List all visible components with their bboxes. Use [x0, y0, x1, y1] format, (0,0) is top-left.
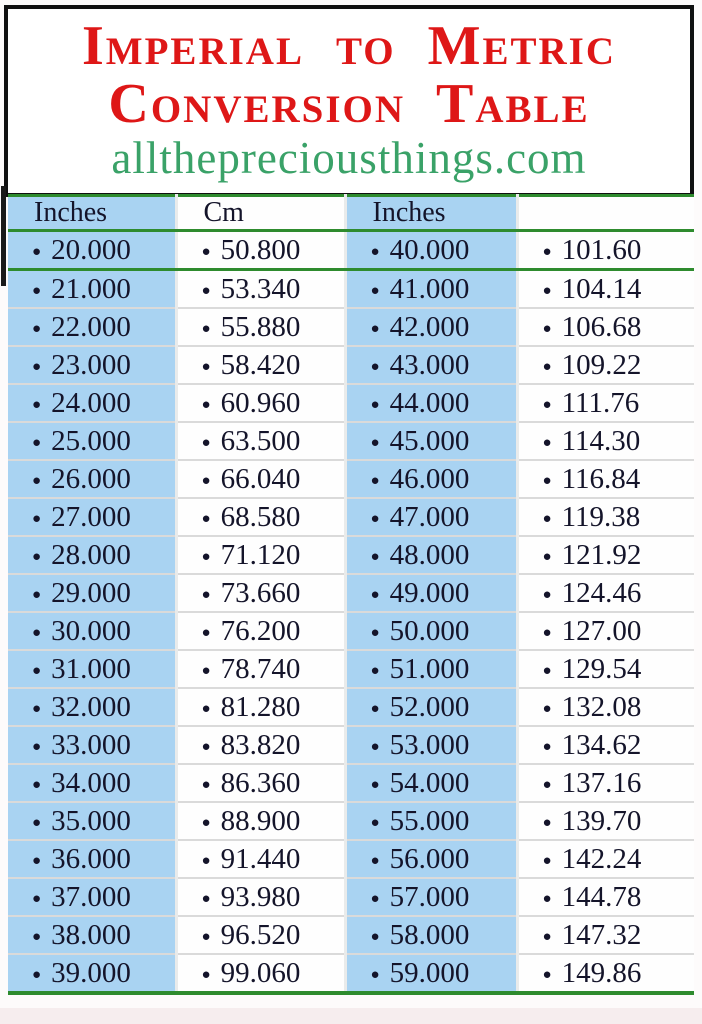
bullet-icon: ● — [201, 510, 211, 527]
column-header-cm-1: Cm — [176, 196, 345, 231]
bullet-icon: ● — [370, 776, 380, 793]
bullet-icon: ● — [542, 738, 552, 755]
table-cell: ● 32.000 — [8, 688, 176, 726]
table-cell: ● 60.960 — [176, 384, 345, 422]
table-cell: ● 50.000 — [345, 612, 517, 650]
table-cell: ● 57.000 — [345, 878, 517, 916]
bullet-icon: ● — [542, 358, 552, 375]
bullet-icon: ● — [370, 928, 380, 945]
table-cell: ● 36.000 — [8, 840, 176, 878]
bullet-icon: ● — [201, 928, 211, 945]
bullet-icon: ● — [201, 738, 211, 755]
table-row — [8, 650, 694, 688]
bullet-icon: ● — [542, 890, 552, 907]
bullet-icon: ● — [542, 510, 552, 527]
table-cell: ● 37.000 — [8, 878, 176, 916]
page-title-line1: Imperial to Metric — [82, 15, 616, 77]
table-cell: ● 91.440 — [176, 840, 345, 878]
table-row — [8, 422, 694, 460]
table-row — [8, 688, 694, 726]
bullet-icon: ● — [542, 662, 552, 679]
bullet-icon: ● — [542, 396, 552, 413]
bullet-icon: ● — [32, 662, 42, 679]
table-cell: ● 132.08 — [517, 688, 694, 726]
bullet-icon: ● — [32, 738, 42, 755]
bullet-icon: ● — [542, 700, 552, 717]
bullet-icon: ● — [370, 814, 380, 831]
page-title-line2: Conversion Table — [108, 73, 590, 135]
bullet-icon: ● — [542, 776, 552, 793]
table-cell: ● 31.000 — [8, 650, 176, 688]
table-cell: ● 106.68 — [517, 308, 694, 346]
column-header-cm-2 — [517, 196, 694, 231]
table-row — [8, 954, 694, 993]
table-cell: ● 81.280 — [176, 688, 345, 726]
bullet-icon: ● — [201, 548, 211, 565]
table-cell: ● 39.000 — [8, 954, 176, 993]
table-cell: ● 29.000 — [8, 574, 176, 612]
table-cell: ● 21.000 — [8, 270, 176, 309]
bullet-icon: ● — [370, 548, 380, 565]
table-row — [8, 840, 694, 878]
bullet-icon: ● — [201, 586, 211, 603]
table-row — [8, 460, 694, 498]
bullet-icon: ● — [32, 548, 42, 565]
table-cell: ● 127.00 — [517, 612, 694, 650]
table-cell: ● 46.000 — [345, 460, 517, 498]
bullet-icon: ● — [370, 472, 380, 489]
table-cell: ● 38.000 — [8, 916, 176, 954]
bullet-icon: ● — [32, 472, 42, 489]
table-row — [8, 346, 694, 384]
table-row — [8, 878, 694, 916]
table-cell: ● 52.000 — [345, 688, 517, 726]
table-cell: ● 101.60 — [517, 231, 694, 270]
table-cell: ● 93.980 — [176, 878, 345, 916]
table-row — [8, 802, 694, 840]
bullet-icon: ● — [201, 358, 211, 375]
table-cell: ● 139.70 — [517, 802, 694, 840]
bullet-icon: ● — [32, 624, 42, 641]
website-text: allthepreciousthings.com — [111, 133, 587, 183]
bullet-icon: ● — [201, 700, 211, 717]
bullet-icon: ● — [370, 320, 380, 337]
bullet-icon: ● — [201, 320, 211, 337]
bullet-icon: ● — [32, 814, 42, 831]
bullet-icon: ● — [370, 890, 380, 907]
table-cell: ● 54.000 — [345, 764, 517, 802]
bullet-icon: ● — [32, 928, 42, 945]
bullet-icon: ● — [201, 966, 211, 983]
table-cell: ● 78.740 — [176, 650, 345, 688]
bullet-icon: ● — [370, 738, 380, 755]
bullet-icon: ● — [370, 852, 380, 869]
table-cell: ● 114.30 — [517, 422, 694, 460]
conversion-table — [8, 194, 694, 995]
table-cell: ● 53.000 — [345, 726, 517, 764]
table-cell: ● 137.16 — [517, 764, 694, 802]
table-row — [8, 384, 694, 422]
table-cell: ● 111.76 — [517, 384, 694, 422]
table-cell: ● 45.000 — [345, 422, 517, 460]
table-row — [8, 916, 694, 954]
table-cell: ● 96.520 — [176, 916, 345, 954]
bullet-icon: ● — [542, 928, 552, 945]
table-cell: ● 56.000 — [345, 840, 517, 878]
bullet-icon: ● — [542, 814, 552, 831]
bullet-icon: ● — [201, 282, 211, 299]
table-header-row — [8, 196, 694, 231]
bullet-icon: ● — [201, 472, 211, 489]
bullet-icon: ● — [370, 243, 380, 260]
bullet-icon: ● — [201, 243, 211, 260]
column-header-inches-1: Inches — [8, 196, 176, 231]
table-row — [8, 764, 694, 802]
table-cell: ● 63.500 — [176, 422, 345, 460]
table-cell: ● 26.000 — [8, 460, 176, 498]
table-cell: ● 144.78 — [517, 878, 694, 916]
bullet-icon: ● — [542, 966, 552, 983]
column-header-inches-2: Inches — [345, 196, 517, 231]
bullet-icon: ● — [370, 358, 380, 375]
bullet-icon: ● — [32, 434, 42, 451]
bullet-icon: ● — [370, 396, 380, 413]
bullet-icon: ● — [32, 776, 42, 793]
table-cell: ● 71.120 — [176, 536, 345, 574]
bullet-icon: ● — [201, 396, 211, 413]
table-cell: ● 41.000 — [345, 270, 517, 309]
table-cell: ● 58.000 — [345, 916, 517, 954]
table-cell: ● 86.360 — [176, 764, 345, 802]
table-row — [8, 574, 694, 612]
table-cell: ● 119.38 — [517, 498, 694, 536]
bullet-icon: ● — [32, 890, 42, 907]
table-cell: ● 44.000 — [345, 384, 517, 422]
table-cell: ● 30.000 — [8, 612, 176, 650]
bullet-icon: ● — [542, 624, 552, 641]
bullet-icon: ● — [542, 243, 552, 260]
table-cell: ● 55.000 — [345, 802, 517, 840]
bullet-icon: ● — [370, 510, 380, 527]
table-cell: ● 149.86 — [517, 954, 694, 993]
table-row — [8, 270, 694, 309]
table-cell: ● 121.92 — [517, 536, 694, 574]
table-cell: ● 88.900 — [176, 802, 345, 840]
bullet-icon: ● — [201, 814, 211, 831]
bullet-icon: ● — [370, 586, 380, 603]
bullet-icon: ● — [32, 396, 42, 413]
table-cell: ● 124.46 — [517, 574, 694, 612]
table-cell: ● 58.420 — [176, 346, 345, 384]
bullet-icon: ● — [201, 662, 211, 679]
bullet-icon: ● — [370, 434, 380, 451]
bullet-icon: ● — [32, 282, 42, 299]
table-cell: ● 147.32 — [517, 916, 694, 954]
table-cell: ● 35.000 — [8, 802, 176, 840]
bullet-icon: ● — [542, 472, 552, 489]
table-cell: ● 134.62 — [517, 726, 694, 764]
table-row — [8, 536, 694, 574]
bullet-icon: ● — [201, 890, 211, 907]
bullet-icon: ● — [542, 320, 552, 337]
table-cell: ● 50.800 — [176, 231, 345, 270]
table-cell: ● 83.820 — [176, 726, 345, 764]
table-cell: ● 28.000 — [8, 536, 176, 574]
bullet-icon: ● — [32, 510, 42, 527]
bullet-icon: ● — [370, 282, 380, 299]
table-cell: ● 48.000 — [345, 536, 517, 574]
bullet-icon: ● — [370, 966, 380, 983]
bullet-icon: ● — [32, 586, 42, 603]
table-cell: ● 53.340 — [176, 270, 345, 309]
table-row — [8, 498, 694, 536]
bullet-icon: ● — [201, 852, 211, 869]
title-card — [4, 5, 694, 197]
bullet-icon: ● — [542, 852, 552, 869]
table-cell: ● 20.000 — [8, 231, 176, 270]
bullet-icon: ● — [32, 852, 42, 869]
table-cell: ● 34.000 — [8, 764, 176, 802]
table-cell: ● 47.000 — [345, 498, 517, 536]
table-cell: ● 23.000 — [8, 346, 176, 384]
bullet-icon: ● — [32, 358, 42, 375]
table-row — [8, 231, 694, 270]
table-cell: ● 116.84 — [517, 460, 694, 498]
bullet-icon: ● — [542, 586, 552, 603]
table-cell: ● 22.000 — [8, 308, 176, 346]
bullet-icon: ● — [32, 966, 42, 983]
table-cell: ● 33.000 — [8, 726, 176, 764]
table-cell: ● 129.54 — [517, 650, 694, 688]
table-cell: ● 109.22 — [517, 346, 694, 384]
table-cell: ● 51.000 — [345, 650, 517, 688]
table-row — [8, 308, 694, 346]
table-row — [8, 726, 694, 764]
table-cell: ● 25.000 — [8, 422, 176, 460]
table-cell: ● 55.880 — [176, 308, 345, 346]
bullet-icon: ● — [201, 434, 211, 451]
table-cell: ● 76.200 — [176, 612, 345, 650]
table-cell: ● 66.040 — [176, 460, 345, 498]
bullet-icon: ● — [370, 700, 380, 717]
bullet-icon: ● — [370, 662, 380, 679]
table-cell: ● 73.660 — [176, 574, 345, 612]
bullet-icon: ● — [201, 776, 211, 793]
conversion-table-body — [8, 231, 694, 994]
bullet-icon: ● — [370, 624, 380, 641]
table-cell: ● 68.580 — [176, 498, 345, 536]
table-row — [8, 612, 694, 650]
bullet-icon: ● — [201, 624, 211, 641]
table-cell: ● 142.24 — [517, 840, 694, 878]
bullet-icon: ● — [32, 243, 42, 260]
bullet-icon: ● — [542, 282, 552, 299]
bottom-margin-strip — [0, 1008, 702, 1024]
table-cell: ● 40.000 — [345, 231, 517, 270]
table-cell: ● 49.000 — [345, 574, 517, 612]
bullet-icon: ● — [542, 434, 552, 451]
table-cell: ● 99.060 — [176, 954, 345, 993]
table-cell: ● 24.000 — [8, 384, 176, 422]
table-cell: ● 27.000 — [8, 498, 176, 536]
table-cell: ● 43.000 — [345, 346, 517, 384]
table-cell: ● 104.14 — [517, 270, 694, 309]
table-cell: ● 42.000 — [345, 308, 517, 346]
table-cell: ● 59.000 — [345, 954, 517, 993]
bullet-icon: ● — [32, 320, 42, 337]
bullet-icon: ● — [542, 548, 552, 565]
bullet-icon: ● — [32, 700, 42, 717]
scan-artifact-line — [1, 186, 6, 286]
